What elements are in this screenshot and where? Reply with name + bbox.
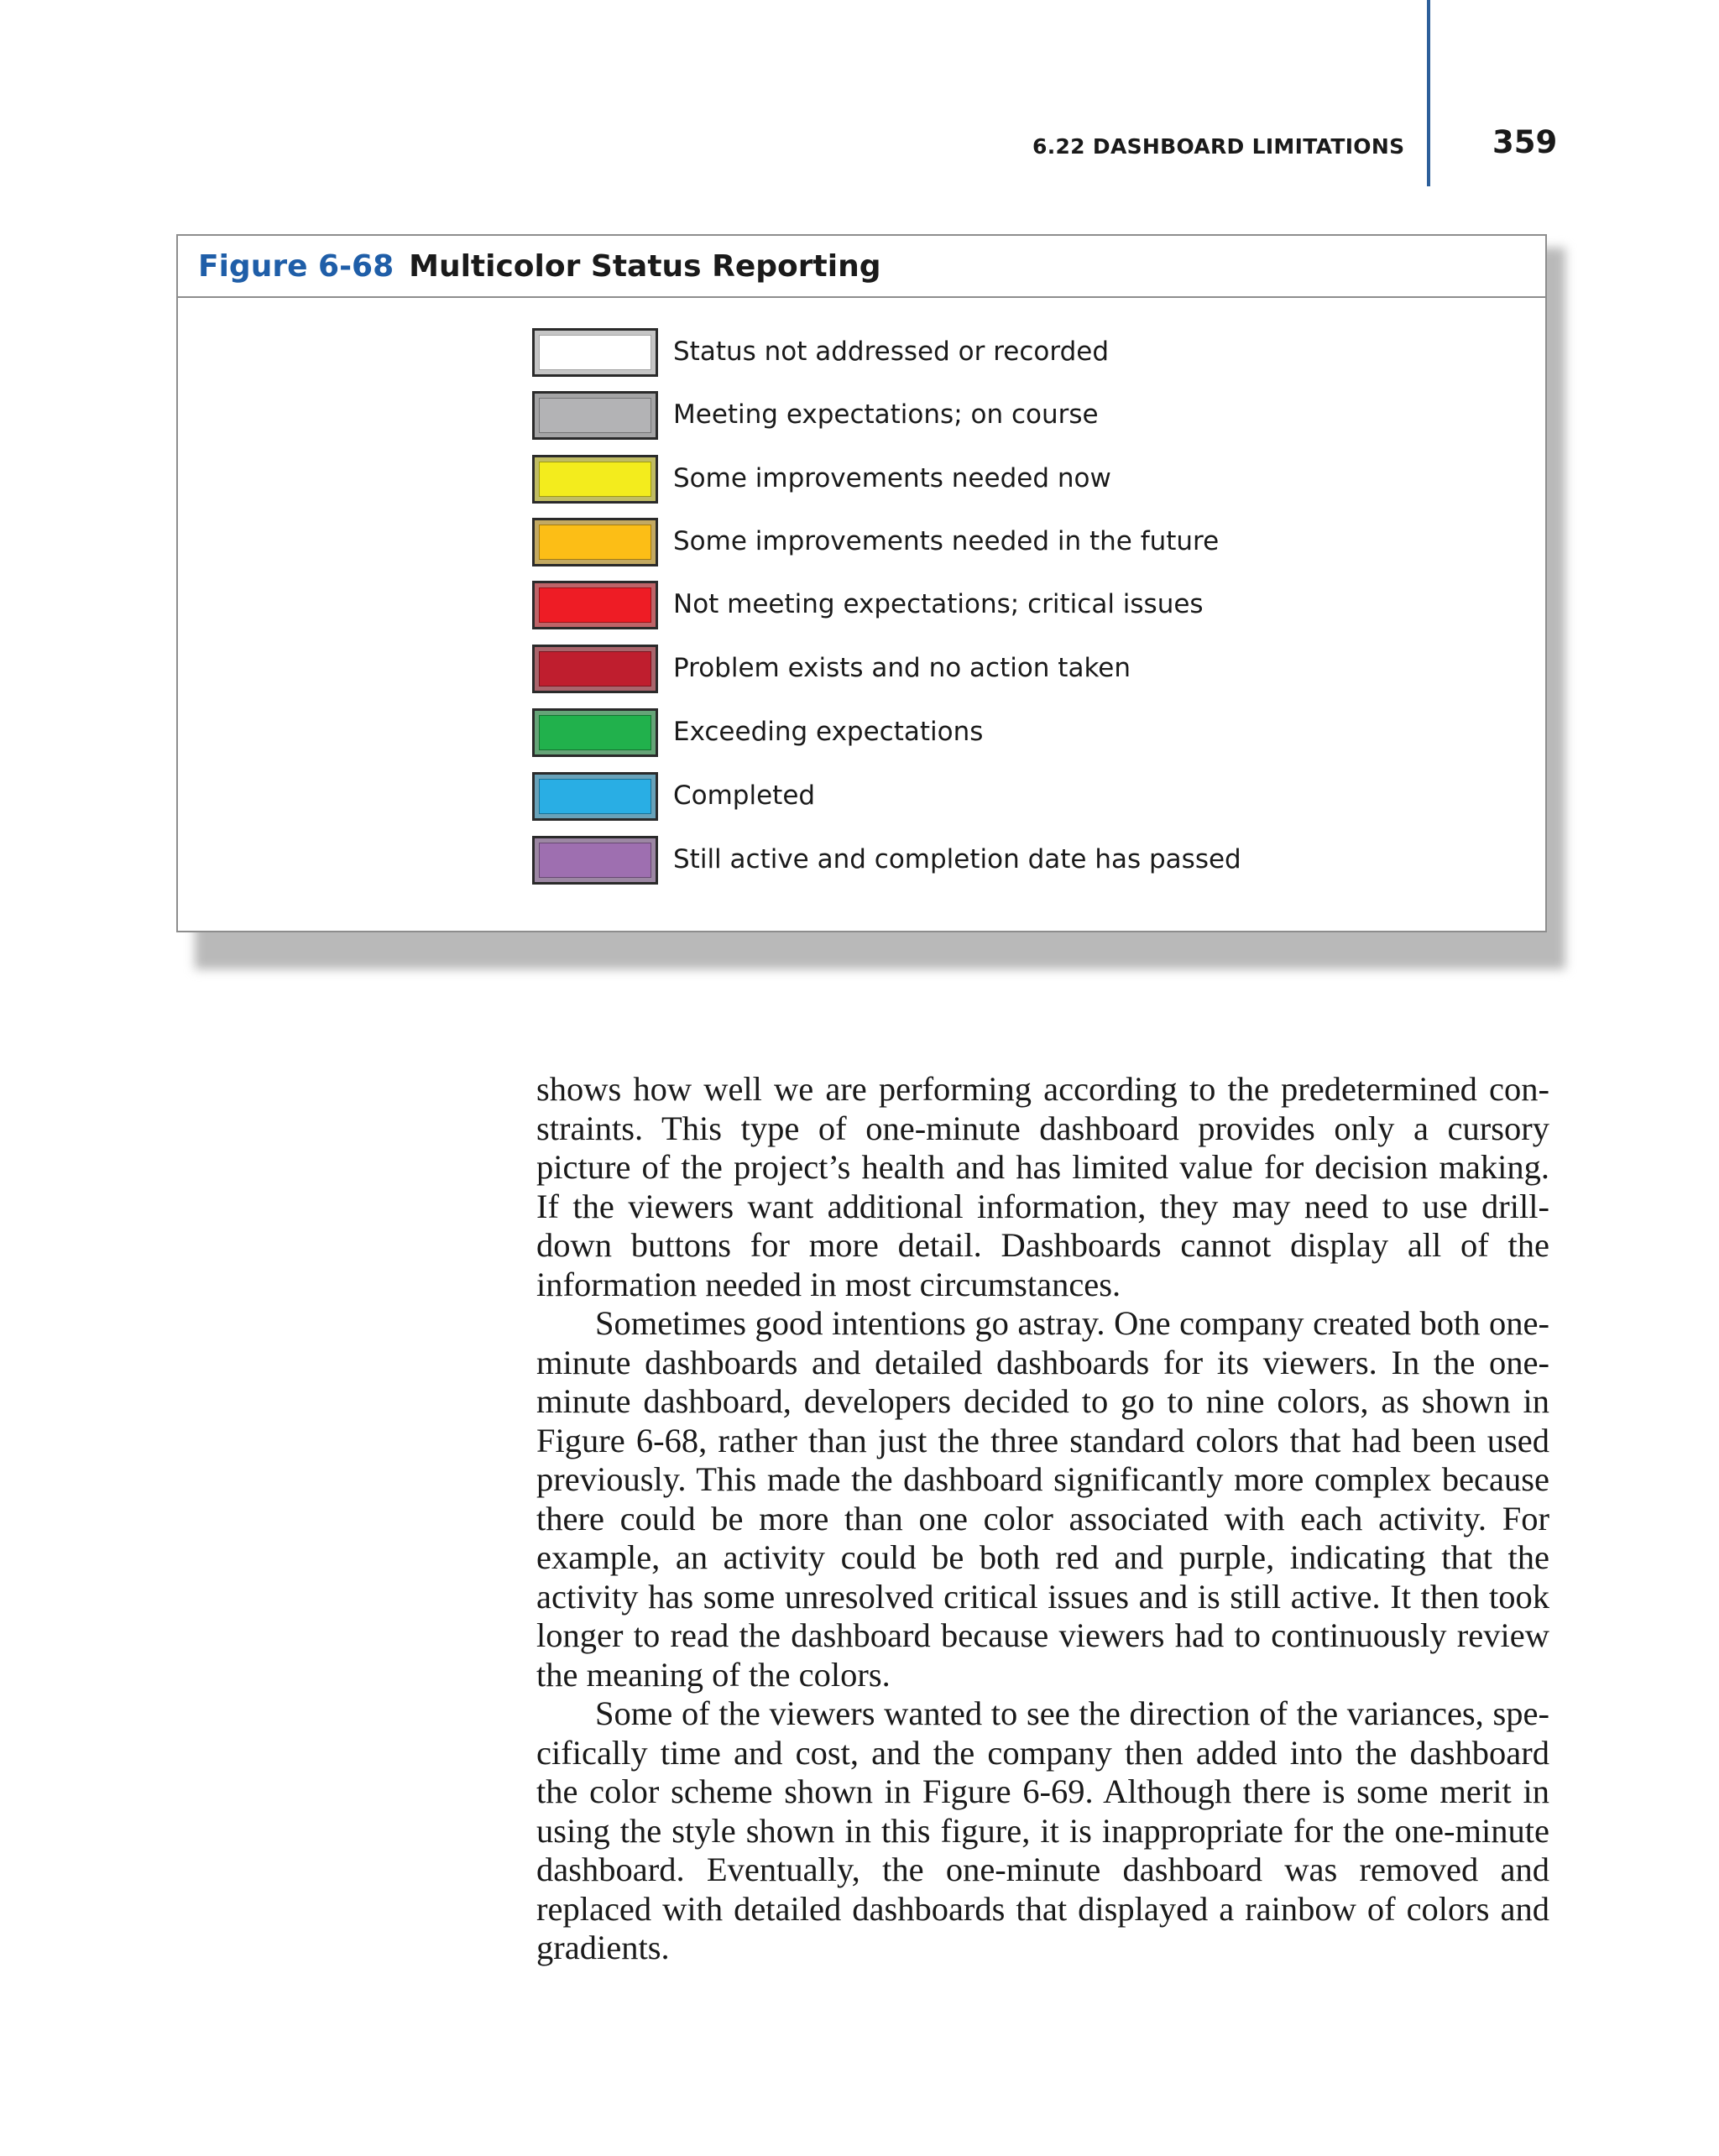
legend-item	[532, 836, 1372, 890]
legend-label: Meeting expectations; on course	[673, 399, 1099, 430]
paragraph: shows how well we are performing according to the predetermined constraints. This type of one-minute dashboard provides only a cursory picture of the project’s health and has limited value for decision making. If the viewers want additional information, they may need to use drill-down buttons for more detail. Dashboards cannot display all of the information needed in most circumstances.	[536, 1070, 1549, 1303]
body-text	[536, 1070, 1549, 1968]
legend-label: Still active and completion date has passed	[673, 844, 1241, 874]
legend-item	[532, 518, 1372, 572]
status-color-swatch	[532, 581, 658, 629]
legend-item	[532, 581, 1372, 634]
figure-box	[176, 234, 1547, 932]
header-divider	[1427, 0, 1430, 186]
paragraph: Some of the viewers wanted to see the direction of the variances, specifically time and cost, and the company then added into the dashboard the color scheme shown in Figure 6-69. Although there is some merit in using the style shown in this figure, it is inappropriate for the one-minute dashboard. Eventually, the one-minute dashboard was removed and replaced with detailed dashboards that displayed a rainbow of colors and gradients.	[536, 1694, 1549, 1966]
status-color-swatch	[532, 328, 658, 377]
legend-item	[532, 328, 1372, 382]
page-number: 359	[1492, 124, 1558, 160]
status-color-swatch	[532, 391, 658, 440]
status-color-swatch	[532, 836, 658, 885]
legend-label: Problem exists and no action taken	[673, 653, 1131, 683]
legend-item	[532, 645, 1372, 698]
paragraph: Sometimes good intentions go astray. One company created both one-minute dashboards and detailed dashboards for its viewers. In the one-minute dashboard, developers decided to go to nine colors, as shown in Figure 6-68, rather than just the three standard colors that had been used previously. This made the dashboard significantly more complex because there could be more than one color associated with each activity. For example, an activity could be both red and purple, indicating that the activity has some unresolved critical issues and is still active. It then took longer to read the dashboard because viewers had to continuously review the meaning of the colors.	[536, 1304, 1549, 1694]
legend-item	[532, 455, 1372, 509]
legend-label: Some improvements needed in the future	[673, 526, 1220, 556]
status-color-swatch	[532, 455, 658, 504]
legend-label: Status not addressed or recorded	[673, 337, 1109, 367]
legend-item	[532, 708, 1372, 762]
status-color-swatch	[532, 708, 658, 757]
status-color-swatch	[532, 518, 658, 566]
figure-title: Multicolor Status Reporting	[409, 248, 881, 284]
legend-item	[532, 391, 1372, 445]
legend-label: Completed	[673, 780, 816, 811]
status-color-swatch	[532, 772, 658, 821]
legend-item	[532, 772, 1372, 826]
status-color-swatch	[532, 645, 658, 693]
figure-caption	[178, 236, 1545, 298]
legend-label: Exceeding expectations	[673, 717, 984, 747]
legend-label: Not meeting expectations; critical issues	[673, 589, 1204, 619]
legend-label: Some improvements needed now	[673, 463, 1111, 493]
figure-number: Figure 6-68	[198, 248, 394, 284]
running-head-section: 6.22 DASHBOARD LIMITATIONS	[1032, 134, 1405, 159]
